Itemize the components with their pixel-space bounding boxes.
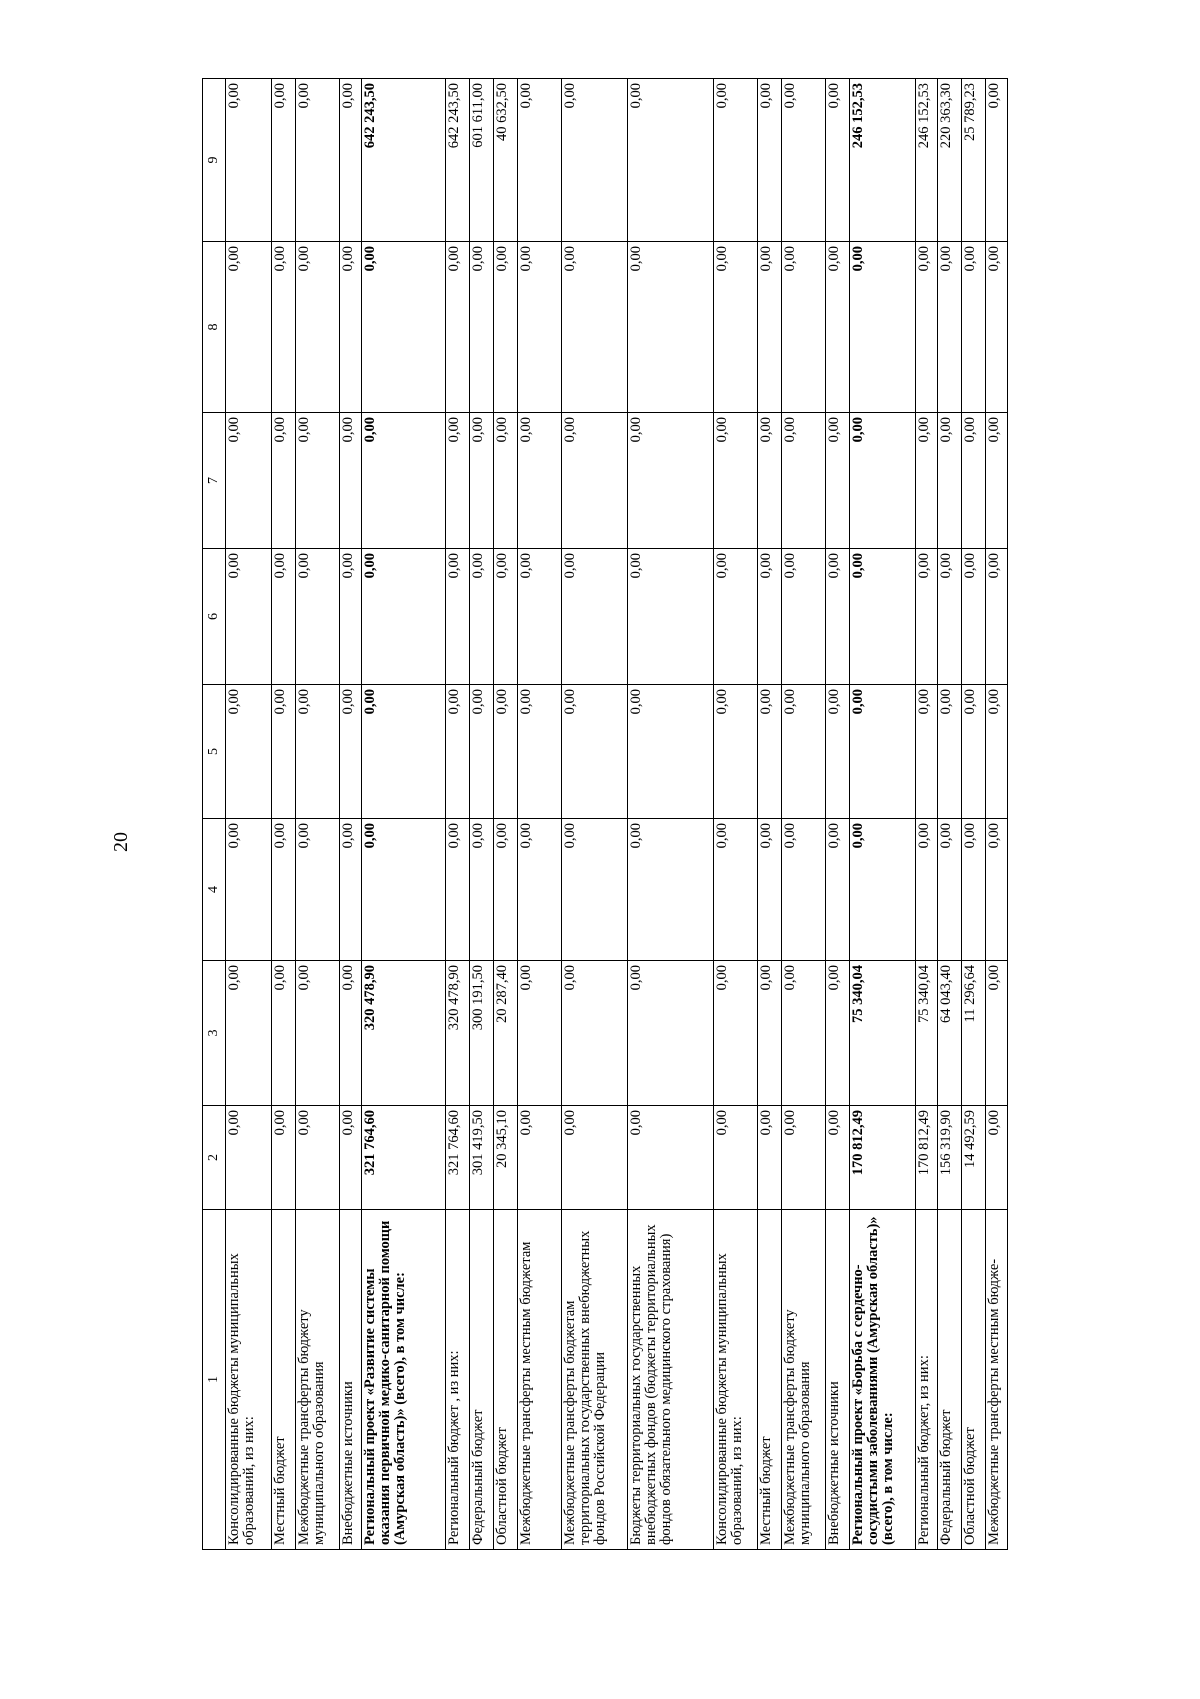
- row-label-cell: Областной бюджет: [494, 1210, 518, 1550]
- value-cell: 0,00: [714, 1106, 758, 1210]
- value-cell: 0,00: [628, 685, 714, 819]
- value-cell: 0,00: [986, 961, 1008, 1106]
- value-cell: 0,00: [272, 242, 296, 413]
- value-cell: 0,00: [714, 549, 758, 685]
- value-cell: 0,00: [782, 242, 826, 413]
- value-cell: 0,00: [226, 242, 272, 413]
- value-cell: 0,00: [494, 549, 518, 685]
- value-cell: 0,00: [628, 819, 714, 961]
- row-label-cell: Местный бюджет: [272, 1210, 296, 1550]
- value-cell: 0,00: [758, 1106, 782, 1210]
- value-cell: 0,00: [986, 242, 1008, 413]
- value-cell: 0,00: [758, 549, 782, 685]
- value-cell: 170 812,49: [850, 1106, 916, 1210]
- value-cell: 0,00: [272, 685, 296, 819]
- value-cell: 0,00: [562, 549, 628, 685]
- value-cell: 0,00: [340, 79, 362, 242]
- value-cell: 0,00: [518, 549, 562, 685]
- value-cell: 0,00: [562, 413, 628, 549]
- value-cell: 0,00: [470, 685, 494, 819]
- row-label-cell: Местный бюджет: [758, 1210, 782, 1550]
- value-cell: 0,00: [826, 819, 850, 961]
- value-cell: 64 043,40: [938, 961, 962, 1106]
- value-cell: 0,00: [518, 819, 562, 961]
- value-cell: 0,00: [850, 242, 916, 413]
- column-header: 6: [203, 549, 226, 685]
- column-header: 5: [203, 685, 226, 819]
- value-cell: 0,00: [938, 413, 962, 549]
- value-cell: 0,00: [446, 685, 470, 819]
- row-label-cell: Региональный бюджет, из них:: [916, 1210, 938, 1550]
- value-cell: 0,00: [628, 242, 714, 413]
- value-cell: 0,00: [986, 549, 1008, 685]
- value-cell: 0,00: [494, 685, 518, 819]
- value-cell: 0,00: [826, 1106, 850, 1210]
- value-cell: 0,00: [340, 685, 362, 819]
- row-label-cell: Консолидированные бюджеты муниципальных образований, из них:: [226, 1210, 272, 1550]
- value-cell: 0,00: [758, 685, 782, 819]
- row-label-cell: Межбюджетные трансферты бюджетам территориальных государственных внебюджетных фондов Российской Федерации: [562, 1210, 628, 1550]
- value-cell: 0,00: [562, 1106, 628, 1210]
- value-cell: 0,00: [362, 549, 446, 685]
- value-cell: 0,00: [494, 819, 518, 961]
- value-cell: 0,00: [470, 549, 494, 685]
- table-row: [962, 79, 986, 1550]
- table-row: [272, 79, 296, 1550]
- value-cell: 0,00: [446, 242, 470, 413]
- value-cell: 0,00: [714, 413, 758, 549]
- row-label-cell: Федеральный бюджет: [470, 1210, 494, 1550]
- table-row: [826, 79, 850, 1550]
- value-cell: 0,00: [272, 413, 296, 549]
- value-cell: 0,00: [916, 549, 938, 685]
- row-label-cell: Региональный проект «Борьба с сердечно-сосудистыми заболеваниями (Амурская область)» (всего), в том числе:: [850, 1210, 916, 1550]
- column-header: 9: [203, 79, 226, 242]
- value-cell: 0,00: [826, 242, 850, 413]
- value-cell: 0,00: [518, 79, 562, 242]
- value-cell: 321 764,60: [446, 1106, 470, 1210]
- value-cell: 0,00: [962, 819, 986, 961]
- value-cell: 0,00: [714, 819, 758, 961]
- table-row: [986, 79, 1008, 1550]
- value-cell: 642 243,50: [362, 79, 446, 242]
- value-cell: 246 152,53: [850, 79, 916, 242]
- value-cell: 0,00: [986, 1106, 1008, 1210]
- value-cell: 0,00: [562, 79, 628, 242]
- value-cell: 0,00: [296, 79, 340, 242]
- value-cell: 0,00: [986, 819, 1008, 961]
- table-header-row: [203, 79, 226, 1550]
- row-label-cell: Межбюджетные трансферты местным бюдже-: [986, 1210, 1008, 1550]
- column-header: 3: [203, 961, 226, 1106]
- table-row: [714, 79, 758, 1550]
- value-cell: 0,00: [782, 549, 826, 685]
- value-cell: 0,00: [628, 961, 714, 1106]
- value-cell: 601 611,00: [470, 79, 494, 242]
- value-cell: 25 789,23: [962, 79, 986, 242]
- value-cell: 0,00: [296, 961, 340, 1106]
- table-body: [226, 79, 1008, 1550]
- value-cell: 0,00: [494, 242, 518, 413]
- value-cell: 0,00: [296, 242, 340, 413]
- table-row: [628, 79, 714, 1550]
- value-cell: 0,00: [340, 242, 362, 413]
- value-cell: 0,00: [782, 685, 826, 819]
- value-cell: 0,00: [296, 685, 340, 819]
- value-cell: 0,00: [518, 413, 562, 549]
- row-label-cell: Внебюджетные источники: [826, 1210, 850, 1550]
- value-cell: 0,00: [272, 1106, 296, 1210]
- value-cell: 0,00: [340, 413, 362, 549]
- table-row: [938, 79, 962, 1550]
- value-cell: 0,00: [986, 685, 1008, 819]
- table-row: [562, 79, 628, 1550]
- value-cell: 0,00: [562, 685, 628, 819]
- value-cell: 0,00: [962, 549, 986, 685]
- value-cell: 0,00: [986, 413, 1008, 549]
- value-cell: 0,00: [518, 242, 562, 413]
- value-cell: 301 419,50: [470, 1106, 494, 1210]
- value-cell: 0,00: [562, 961, 628, 1106]
- value-cell: 0,00: [296, 1106, 340, 1210]
- row-label-cell: Межбюджетные трансферты местным бюджетам: [518, 1210, 562, 1550]
- value-cell: 0,00: [296, 549, 340, 685]
- value-cell: 300 191,50: [470, 961, 494, 1106]
- value-cell: 0,00: [850, 549, 916, 685]
- row-label-cell: Консолидированные бюджеты муниципальных образований, из них:: [714, 1210, 758, 1550]
- value-cell: 0,00: [296, 819, 340, 961]
- table-row: [782, 79, 826, 1550]
- row-label-cell: Межбюджетные трансферты бюджету муниципального образования: [296, 1210, 340, 1550]
- value-cell: 0,00: [446, 819, 470, 961]
- value-cell: 20 345,10: [494, 1106, 518, 1210]
- value-cell: 0,00: [826, 413, 850, 549]
- value-cell: 0,00: [826, 961, 850, 1106]
- value-cell: 0,00: [962, 685, 986, 819]
- value-cell: 0,00: [782, 961, 826, 1106]
- value-cell: 156 319,90: [938, 1106, 962, 1210]
- value-cell: 0,00: [562, 819, 628, 961]
- value-cell: 0,00: [850, 685, 916, 819]
- value-cell: 0,00: [272, 79, 296, 242]
- value-cell: 0,00: [446, 549, 470, 685]
- value-cell: 170 812,49: [916, 1106, 938, 1210]
- value-cell: 0,00: [226, 685, 272, 819]
- value-cell: 0,00: [714, 242, 758, 413]
- value-cell: 0,00: [470, 413, 494, 549]
- value-cell: 0,00: [826, 549, 850, 685]
- value-cell: 0,00: [758, 242, 782, 413]
- value-cell: 0,00: [518, 685, 562, 819]
- column-header: 7: [203, 413, 226, 549]
- value-cell: 40 632,50: [494, 79, 518, 242]
- value-cell: 0,00: [758, 413, 782, 549]
- table-row-project: [362, 79, 446, 1550]
- row-label-cell: Региональный проект «Развитие системы оказания первичной медико-санитарной помощи (Амурская область)» (всего), в том числе:: [362, 1210, 446, 1550]
- value-cell: 0,00: [782, 413, 826, 549]
- value-cell: 0,00: [714, 79, 758, 242]
- value-cell: 14 492,59: [962, 1106, 986, 1210]
- value-cell: 0,00: [518, 961, 562, 1106]
- value-cell: 0,00: [628, 413, 714, 549]
- column-header: 1: [203, 1210, 226, 1550]
- value-cell: 0,00: [362, 685, 446, 819]
- table-row: [340, 79, 362, 1550]
- value-cell: 0,00: [916, 413, 938, 549]
- value-cell: 0,00: [628, 1106, 714, 1210]
- value-cell: 75 340,04: [850, 961, 916, 1106]
- value-cell: 0,00: [340, 549, 362, 685]
- value-cell: 0,00: [296, 413, 340, 549]
- value-cell: 0,00: [340, 961, 362, 1106]
- table-row: [226, 79, 272, 1550]
- value-cell: 0,00: [340, 1106, 362, 1210]
- table-row: [470, 79, 494, 1550]
- value-cell: 0,00: [962, 242, 986, 413]
- value-cell: 220 363,30: [938, 79, 962, 242]
- value-cell: 0,00: [758, 961, 782, 1106]
- value-cell: 0,00: [340, 819, 362, 961]
- value-cell: 0,00: [782, 819, 826, 961]
- value-cell: 0,00: [916, 819, 938, 961]
- value-cell: 320 478,90: [362, 961, 446, 1106]
- value-cell: 75 340,04: [916, 961, 938, 1106]
- value-cell: 0,00: [938, 685, 962, 819]
- value-cell: 0,00: [714, 961, 758, 1106]
- value-cell: 0,00: [362, 242, 446, 413]
- value-cell: 246 152,53: [916, 79, 938, 242]
- row-label-cell: Региональный бюджет , из них:: [446, 1210, 470, 1550]
- value-cell: 0,00: [782, 1106, 826, 1210]
- value-cell: 0,00: [518, 1106, 562, 1210]
- value-cell: 0,00: [826, 685, 850, 819]
- value-cell: 0,00: [362, 413, 446, 549]
- value-cell: 320 478,90: [446, 961, 470, 1106]
- row-label-cell: Бюджеты территориальных государственных внебюджетных фондов (бюджеты территориальных фондов обязательного медицинского страхования): [628, 1210, 714, 1550]
- value-cell: 0,00: [714, 685, 758, 819]
- value-cell: 0,00: [962, 413, 986, 549]
- row-label-cell: Областной бюджет: [962, 1210, 986, 1550]
- value-cell: 0,00: [272, 819, 296, 961]
- value-cell: 0,00: [272, 549, 296, 685]
- value-cell: 0,00: [782, 79, 826, 242]
- value-cell: 0,00: [226, 549, 272, 685]
- value-cell: 0,00: [826, 79, 850, 242]
- value-cell: 0,00: [916, 685, 938, 819]
- value-cell: 642 243,50: [446, 79, 470, 242]
- table-row: [758, 79, 782, 1550]
- value-cell: 0,00: [470, 242, 494, 413]
- table-row: [518, 79, 562, 1550]
- value-cell: 0,00: [628, 79, 714, 242]
- table-row: [494, 79, 518, 1550]
- value-cell: 0,00: [938, 242, 962, 413]
- value-cell: 0,00: [362, 819, 446, 961]
- value-cell: 0,00: [916, 242, 938, 413]
- value-cell: 0,00: [850, 413, 916, 549]
- table-row: [296, 79, 340, 1550]
- value-cell: 0,00: [628, 549, 714, 685]
- value-cell: 0,00: [938, 819, 962, 961]
- table-row: [446, 79, 470, 1550]
- value-cell: 0,00: [938, 549, 962, 685]
- value-cell: 0,00: [758, 79, 782, 242]
- value-cell: 0,00: [226, 961, 272, 1106]
- value-cell: 0,00: [226, 1106, 272, 1210]
- row-label-cell: Федеральный бюджет: [938, 1210, 962, 1550]
- value-cell: 0,00: [272, 961, 296, 1106]
- column-header: 2: [203, 1106, 226, 1210]
- value-cell: 20 287,40: [494, 961, 518, 1106]
- value-cell: 0,00: [986, 79, 1008, 242]
- value-cell: 0,00: [226, 79, 272, 242]
- value-cell: 0,00: [226, 413, 272, 549]
- column-header: 8: [203, 242, 226, 413]
- value-cell: 0,00: [850, 819, 916, 961]
- value-cell: 0,00: [562, 242, 628, 413]
- value-cell: 11 296,64: [962, 961, 986, 1106]
- value-cell: 0,00: [494, 413, 518, 549]
- row-label-cell: Внебюджетные источники: [340, 1210, 362, 1550]
- budget-table: [202, 78, 1008, 1550]
- value-cell: 0,00: [758, 819, 782, 961]
- table-row-project: [850, 79, 916, 1550]
- value-cell: 0,00: [226, 819, 272, 961]
- row-label-cell: Межбюджетные трансферты бюджету муниципального образования: [782, 1210, 826, 1550]
- page-number: 20: [110, 832, 132, 852]
- column-header: 4: [203, 819, 226, 961]
- rotated-table-sheet: [202, 79, 1193, 1550]
- value-cell: 0,00: [446, 413, 470, 549]
- value-cell: 0,00: [470, 819, 494, 961]
- value-cell: 321 764,60: [362, 1106, 446, 1210]
- table-row: [916, 79, 938, 1550]
